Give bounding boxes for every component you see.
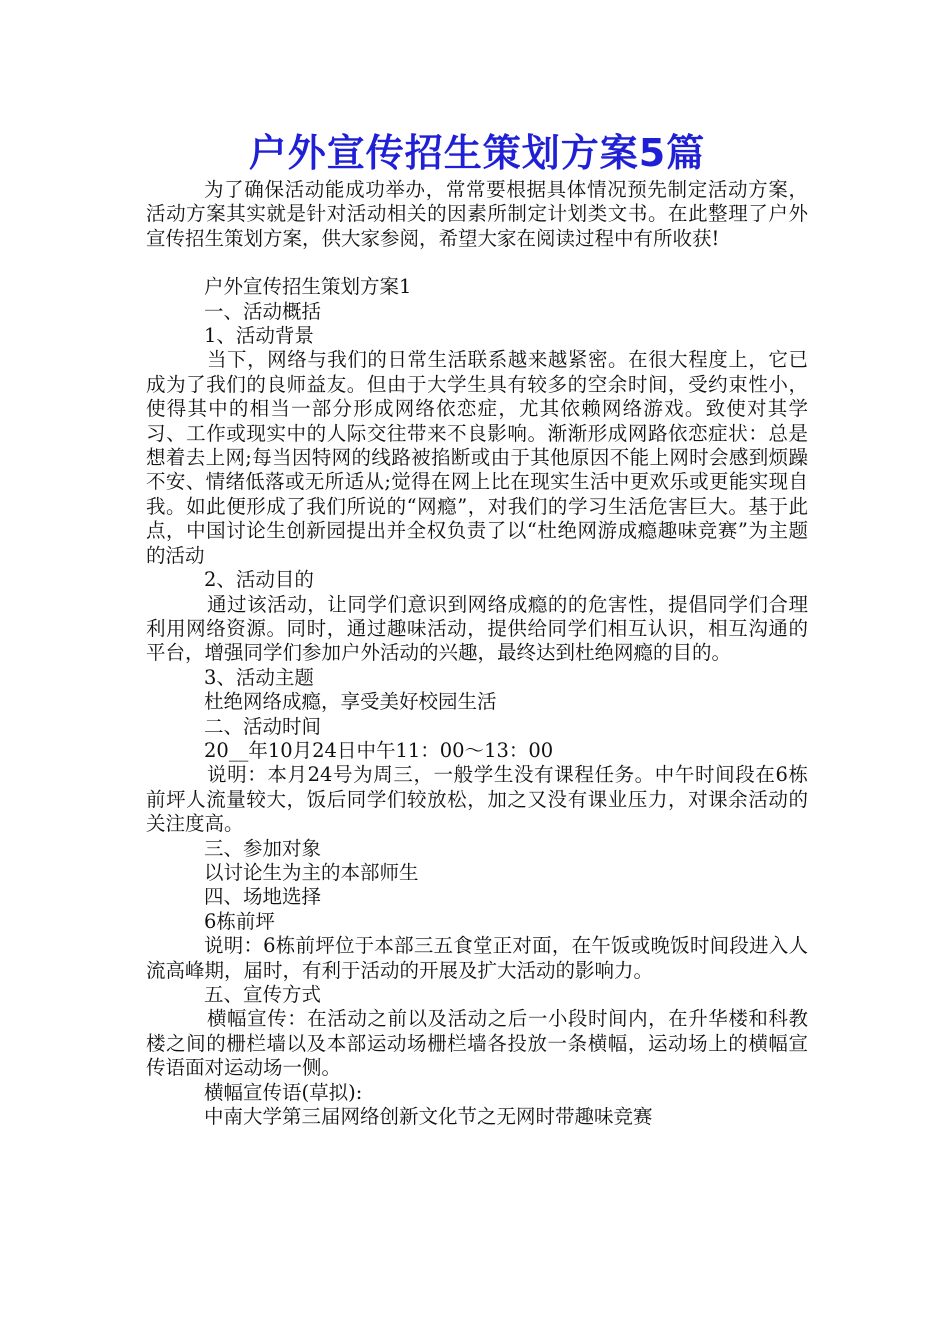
venue-text: 6栋前坪 — [204, 909, 275, 933]
heading-overview: 一、活动概括 — [204, 299, 322, 323]
document-page — [146, 128, 808, 1129]
intro-paragraph: 为了确保活动能成功举办，常常要根据具体情况预先制定活动方案，活动方案其实就是针对活动相关的因素所制定计划类文书。在此整理了户外宣传招生策划方案，供大家参阅，希望大家在阅读过程中有所收获! — [146, 178, 808, 250]
heading-theme: 3、活动主题 — [204, 665, 314, 689]
banner-slogan-label: 横幅宣传语(草拟): — [204, 1080, 363, 1104]
venue-note-paragraph: 说明：6栋前坪位于本部三五食堂正对面，在午饭或晚饭时间段进入人流高峰期，届时，有利于活动的开展及扩大活动的影响力。 — [146, 934, 808, 982]
purpose-paragraph: 通过该活动，让同学们意识到网络成瘾的的危害性，提倡同学们合理利用网络资源。同时，通过趣味活动，提供给同学们相互认识，相互沟通的平台，增强同学们参加户外活动的兴趣，最终达到杜绝网瘾的目的。 — [146, 592, 808, 665]
heading-promotion: 五、宣传方式 — [204, 983, 322, 1006]
time-note-paragraph: 说明：本月24号为周三，一般学生没有课程任务。中午时间段在6栋前坪人流量较大，饭后同学们较放松，加之又没有课业压力，对课余活动的关注度高。 — [146, 763, 808, 836]
heading-venue: 四、场地选择 — [204, 885, 322, 909]
time-text: 20__年10月24日中午11：00～13：00 — [204, 738, 554, 762]
paragraph-gap — [146, 251, 808, 275]
heading-time: 二、活动时间 — [204, 714, 322, 738]
document-title: 户外宣传招生策划方案5篇 — [248, 131, 706, 175]
section-title: 户外宣传招生策划方案1 — [204, 275, 412, 299]
heading-purpose: 2、活动目的 — [204, 568, 314, 592]
heading-target: 三、参加对象 — [204, 836, 322, 860]
background-paragraph: 当下，网络与我们的日常生活联系越来越紧密。在很大程度上，它已成为了我们的良师益友。但由于大学生具有较多的空余时间，受约束性小，使得其中的相当一部分形成网络依恋症，尤其依赖网络游戏。致使对其学习、工作或现实中的人际交往带来不良影响。渐渐形成网路依恋症状：总是想着去上网;每当因特网的线路被掐断或由于其他原因不能上网时会感到烦躁不安、情绪低落或无所适从;觉得在网上比在现实生活中更欢乐或更能实现自我。如此便形成了我们所说的“网瘾”，对我们的学习生活危害巨大。基于此点，中国讨论生创新园提出并全权负责了以“杜绝网游成瘾趣味竞赛”为主题的活动 — [146, 348, 808, 567]
banner-slogan: 中南大学第三届网络创新文化节之无网时带趣味竞赛 — [204, 1105, 653, 1129]
heading-background: 1、活动背景 — [204, 324, 314, 348]
banner-paragraph: 横幅宣传：在活动之前以及活动之后一小段时间内，在升华楼和科教楼之间的栅栏墙以及本部运动场栅栏墙各投放一条横幅，运动场上的横幅宣传语面对运动场一侧。 — [146, 1007, 808, 1080]
target-text: 以讨论生为主的本部师生 — [204, 860, 419, 884]
theme-text: 杜绝网络成瘾，享受美好校园生活 — [204, 690, 497, 714]
